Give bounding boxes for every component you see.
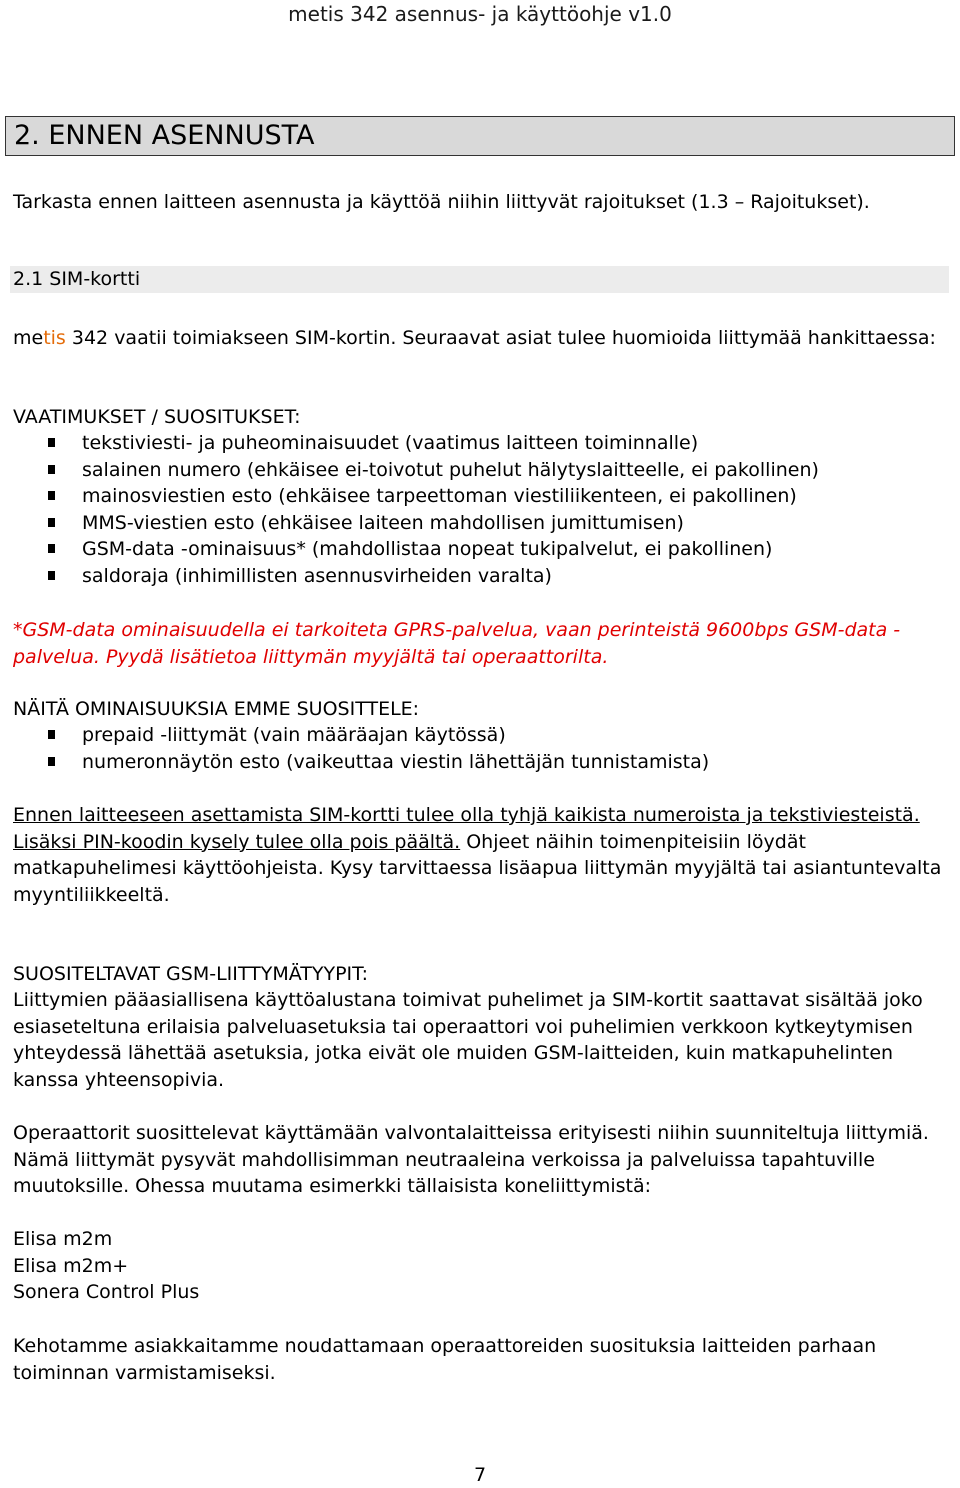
bullet-square-icon: [48, 544, 55, 553]
requirements-list: [48, 430, 819, 589]
brand-logo-part1: me: [13, 327, 44, 349]
list-item: MMS-viestien esto (ehkäisee laiteen mahdollisen jumittumisen): [48, 510, 819, 537]
list-item: mainosviestien esto (ehkäisee tarpeettoman viestiliikenteen, ei pakollinen): [48, 483, 819, 510]
list-item: Elisa m2m+: [13, 1254, 129, 1277]
bullet-square-icon: [48, 465, 55, 474]
list-item: GSM-data -ominaisuus* (mahdollistaa nopeat tukipalvelut, ei pakollinen): [48, 536, 819, 563]
bullet-square-icon: [48, 518, 55, 527]
operators-paragraph: Operaattorit suosittelevat käyttämään valvontalaitteissa erityisesti niihin suunniteltuja liittymiä. Nämä liittymät pysyvät mahdollisimman neutraaleina verkoissa ja palveluissa tapahtuville muutoksille. Ohessa muutama esimerkki tällaisista koneliittymistä:: [13, 1122, 929, 1197]
bullet-square-icon: [48, 491, 55, 500]
intro-paragraph: Tarkasta ennen laitteen asennusta ja käyttöä niihin liittyvät rajoitukset (1.3 – Rajoitukset).: [13, 191, 870, 213]
examples-list: [13, 1226, 199, 1306]
closing-paragraph: Kehotamme asiakkaitamme noudattamaan operaattoreiden suosituksia laitteiden parhaan toiminnan varmistamiseksi.: [13, 1335, 877, 1384]
recommended-heading: SUOSITELTAVAT GSM-LIITTYMÄTYYPIT:: [13, 963, 369, 985]
list-item: numeronnäytön esto (vaikeuttaa viestin lähettäjän tunnistamista): [48, 749, 709, 776]
list-item: tekstiviesti- ja puheominaisuudet (vaatimus laitteen toiminnalle): [48, 430, 819, 457]
list-item: salainen numero (ehkäisee ei-toivotut puhelut hälytyslaitteelle, ei pakollinen): [48, 457, 819, 484]
list-item: saldoraja (inhimillisten asennusvirheiden varalta): [48, 563, 819, 590]
chapter-title: 2. ENNEN ASENNUSTA: [5, 116, 955, 156]
bullet-square-icon: [48, 757, 55, 766]
sim-requirement-text: 342 vaatii toimiakseen SIM-kortin. Seuraavat asiat tulee huomioida liittymää hankittaessa:: [65, 327, 936, 349]
recommended-paragraph: Liittymien pääasiallisena käyttöalustana toimivat puhelimet ja SIM-kortit saattavat sisältää joko esiaseteltuna erilaisia palveluasetuksia tai operaattori voi puhelimien verkkoon kytkeytymisen yhteydessä lähettää asetuksia, jotka eivät ole muiden GSM-laitteiden, kuin matkapuhelinten kanssa yhteensopivia.: [13, 989, 923, 1091]
sim-instructions-underlined: Ennen laitteeseen asettamista SIM-kortti tulee olla tyhjä kaikista numeroista ja tekstiviesteistä. Lisäksi PIN-koodin kysely tulee olla pois päältä.: [13, 804, 920, 853]
sim-requirement-paragraph: [13, 325, 943, 352]
requirements-heading: VAATIMUKSET / SUOSITUKSET:: [13, 406, 301, 428]
bullet-square-icon: [48, 571, 55, 580]
page-number: 7: [473, 1464, 487, 1486]
section-title: 2.1 SIM-kortti: [10, 266, 949, 293]
gsm-data-note: *GSM-data ominaisuudella ei tarkoiteta GPRS-palvelua, vaan perinteistä 9600bps GSM-data -palvelua. Pyydä lisätietoa liittymän myyjältä tai operaattorilta.: [13, 619, 901, 668]
list-item: Sonera Control Plus: [13, 1281, 200, 1303]
bullet-square-icon: [48, 730, 55, 739]
list-item: Elisa m2m: [13, 1228, 113, 1250]
list-item: prepaid -liittymät (vain määräajan käytössä): [48, 722, 709, 749]
brand-logo-part2: tis: [43, 327, 66, 349]
not-recommended-heading: NÄITÄ OMINAISUUKSIA EMME SUOSITTELE:: [13, 698, 420, 720]
running-header: metis 342 asennus- ja käyttöohje v1.0: [288, 2, 672, 26]
sim-instructions-paragraph: [13, 802, 948, 908]
bullet-square-icon: [48, 438, 55, 447]
not-recommended-list: [48, 722, 709, 775]
sim-instructions-rest: Ohjeet näihin toimenpiteisiin löydät matkapuhelimesi käyttöohjeista. Kysy tarvittaessa lisäapua liittymän myyjältä tai asiantuntevalta myyntiliikkeeltä.: [13, 830, 942, 906]
